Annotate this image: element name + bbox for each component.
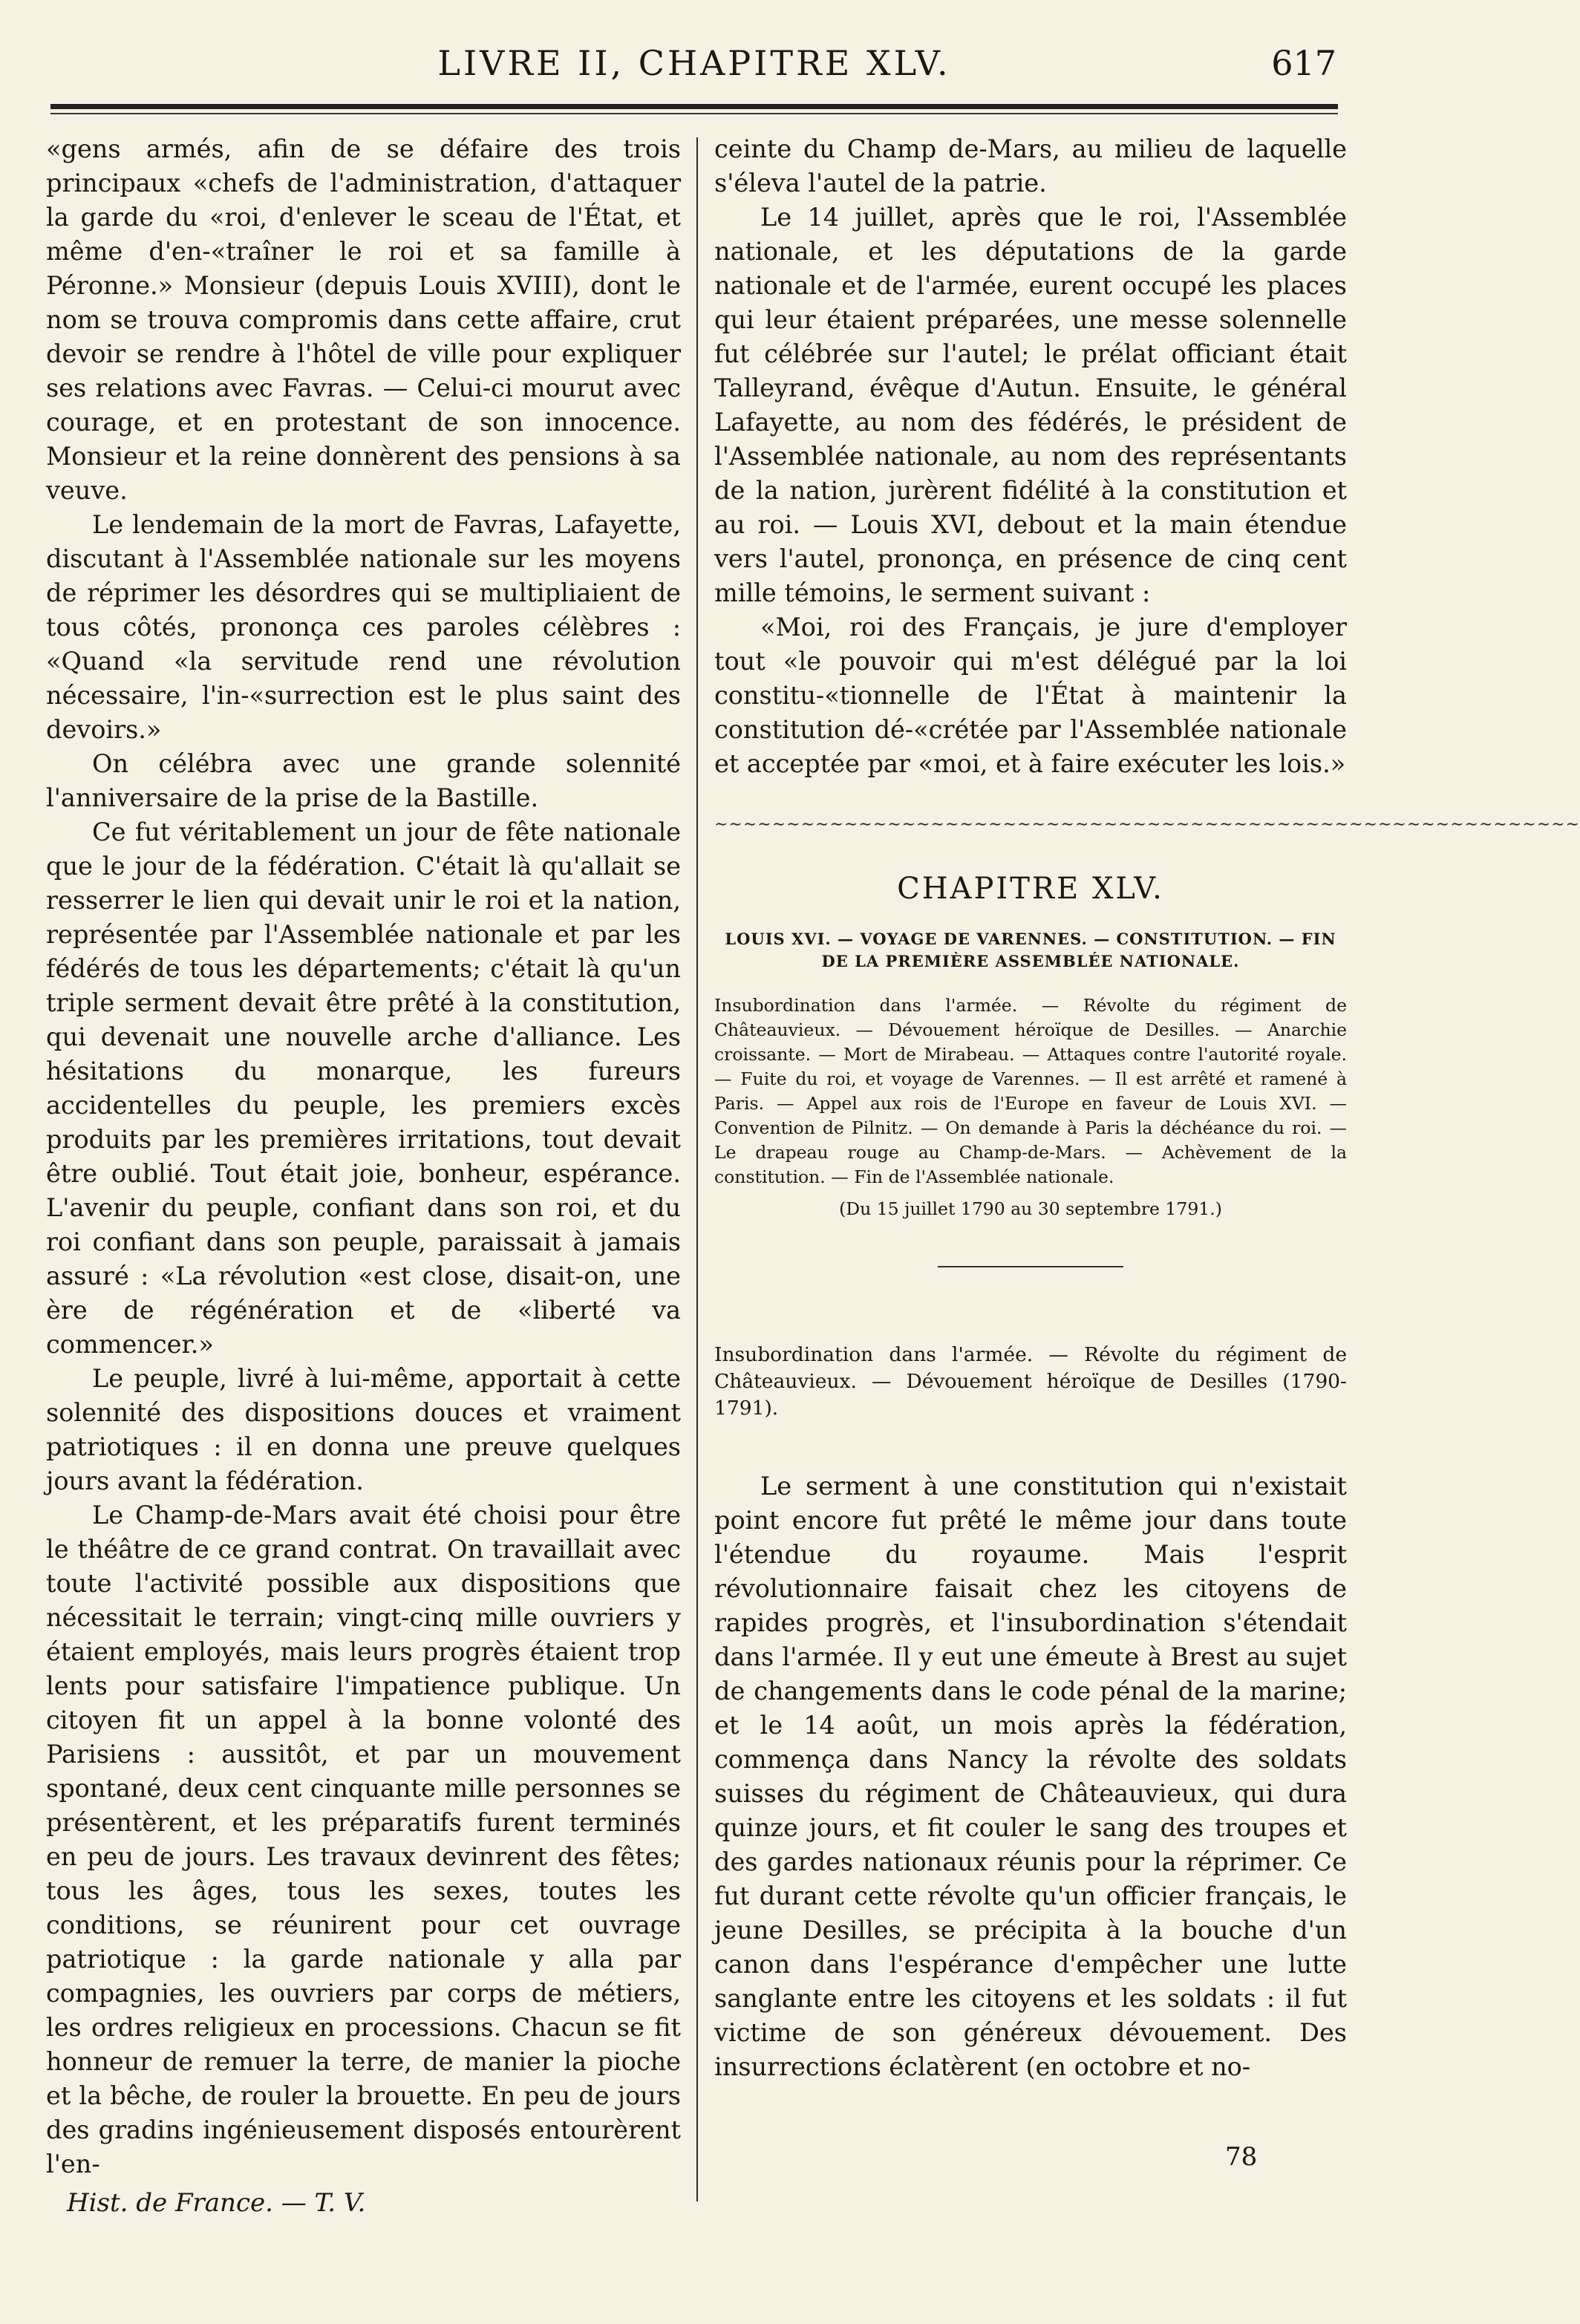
section-separator xyxy=(938,1266,1123,1267)
chapter-heading: LOUIS XVI. — VOYAGE DE VARENNES. — CONSTITUTION. — FIN DE LA PREMIÈRE ASSEMBLÉE NATIONALE. xyxy=(725,930,1336,970)
paragraph: Le 14 juillet, après que le roi, l'Assemblée nationale, et les députations de la garde nationale et de l'armée, eurent occupé les places qui leur étaient préparées, une messe solennelle fut célébrée sur l'autel; le prélat officiant était Talleyrand, évêque d'Autun. Ensuite, le général Lafayette, au nom des fédérés, le président de l'Assemblée nationale, au nom des représentants de la nation, jurèrent fidélité à la constitution et au roi. — Louis XVI, debout et la main étendue vers l'autel, prononça, en présence de cinq cent mille témoins, le serment suivant : xyxy=(714,203,1347,607)
left-column xyxy=(46,132,681,2220)
paragraph: On célébra avec une grande solennité l'anniversaire de la prise de la Bastille. xyxy=(46,749,681,812)
chapter-dates: (Du 15 juillet 1790 au 30 septembre 1791.) xyxy=(839,1198,1222,1219)
footer-source: Hist. de France. — T. V. xyxy=(67,2188,366,2218)
paragraph: Le Champ-de-Mars avait été choisi pour être le théâtre de ce grand contrat. On travaillait avec toute l'activité possible aux dispositions que nécessitait le terrain; vingt-cinq mille ouvriers y étaient employés, mais leurs progrès étaient trop lents pour satisfaire l'impatience publique. Un citoyen fit un appel à la bonne volonté des Parisiens : aussitôt, et par un mouvement spontané, deux cent cinquante mille personnes se présentèrent, et les préparatifs furent terminés en peu de jours. Les travaux devinrent des fêtes; tous les âges, tous les sexes, toutes les conditions, se réunirent pour cet ouvrage patriotique : la garde nationale y alla par compagnies, les ouvriers par corps de métiers, les ordres religieux en processions. Chacun se fit honneur de remuer la terre, de manier la pioche et la bêche, de rouler la brouette. En peu de jours des gradins ingénieusement disposés entourèrent l'en- xyxy=(46,1501,681,2178)
page-header xyxy=(52,43,1336,88)
paragraph: Le peuple, livré à lui-même, apportait à cette solennité des dispositions douces et vraiment patriotiques : il en donna une preuve quelques jours avant la fédération. xyxy=(46,1364,681,1495)
column-divider xyxy=(696,137,698,2201)
paragraph: «gens armés, afin de se défaire des trois principaux «chefs de l'administration, d'attaquer la garde du «roi, d'enlever le sceau de l'État, et même d'en-«traîner le roi et sa famille à Péronne.» Monsieur (depuis Louis XVIII), dont le nom se trouva compromis dans cette affaire, crut devoir se rendre à l'hôtel de ville pour expliquer ses relations avec Favras. — Celui-ci mourut avec courage, et en protestant de son innocence. Monsieur et la reine donnèrent des pensions à sa veuve. xyxy=(46,134,681,505)
ornament-divider: ∼∼∼∼∼∼∼∼∼∼∼∼∼∼∼∼∼∼∼∼∼∼∼∼∼∼∼∼∼∼∼∼∼∼∼∼∼∼∼∼∼∼∼∼∼∼∼∼∼∼∼∼∼∼∼∼∼∼∼∼ xyxy=(714,815,1580,834)
chapter-title: CHAPITRE XLV. xyxy=(897,872,1164,906)
section-subhead: Insubordination dans l'armée. — Révolte du régiment de Châteauvieux. — Dévouement héroïque de Desilles (1790-1791). xyxy=(714,1343,1347,1420)
right-column xyxy=(714,132,1580,2084)
paragraph: Le lendemain de la mort de Favras, Lafayette, discutant à l'Assemblée nationale sur les moyens de réprimer les désordres qui se multipliaient de tous côtés, prononça ces paroles célèbres : «Quand «la servitude rend une révolution nécessaire, l'in-«surrection est le plus saint des devoirs.» xyxy=(46,510,681,744)
oath-quote: «Moi, roi des Français, je jure d'employer tout «le pouvoir qui m'est délégué par la loi constitu-«tionnelle de l'État à maintenir la constitution dé-«crétée par l'Assemblée nationale et acceptée par «moi, et à faire exécuter les lois.» xyxy=(714,613,1347,778)
page-number: 617 xyxy=(1271,43,1336,83)
paragraph: Ce fut véritablement un jour de fête nationale que le jour de la fédération. C'était là qu'allait se resserrer le lien qui devait unir le roi et la nation, représentée par l'Assemblée nationale et par les fédérés de tous les départements; c'était là qu'un triple serment devait être prêté à la constitution, qui devenait une nouvelle arche d'alliance. Les hésitations du monarque, les fureurs accidentelles du peuple, les premiers excès produits par les premières irritations, tout devait être oublié. Tout était joie, bonheur, espérance. L'avenir du peuple, confiant dans son roi, et du roi confiant dans son peuple, paraissait à jamais assuré : «La révolution «est close, disait-on, une ère de régénération et de «liberté va commencer.» xyxy=(46,817,681,1359)
chapter-summary: Insubordination dans l'armée. — Révolte du régiment de Châteauvieux. — Dévouement héroïque de Desilles. — Anarchie croissante. — Mort de Mirabeau. — Attaques contre l'autorité royale. — Fuite du roi, et voyage de Varennes. — Il est arrêté et ramené à Paris. — Appel aux rois de l'Europe en faveur de Louis XVI. — Convention de Pilnitz. — On demande à Paris la déchéance du roi. — Le drapeau rouge au Champ-de-Mars. — Achèvement de la constitution. — Fin de l'Assemblée nationale. xyxy=(714,995,1347,1187)
header-rule-thick xyxy=(50,104,1338,109)
running-title: LIVRE II, CHAPITRE XLV. xyxy=(437,43,951,83)
paragraph: ceinte du Champ de-Mars, au milieu de laquelle s'éleva l'autel de la patrie. xyxy=(714,134,1347,198)
signature-folio: 78 xyxy=(1225,2142,1258,2172)
header-rule-thin xyxy=(50,113,1338,114)
paragraph: Le serment à une constitution qui n'existait point encore fut prêté le même jour dans toute l'étendue du royaume. Mais l'esprit révolutionnaire faisait chez les citoyens de rapides progrès, et l'insubordination s'étendait dans l'armée. Il y eut une émeute à Brest au sujet de changements dans le code pénal de la marine; et le 14 août, un mois après la fédération, commença dans Nancy la révolte des soldats suisses du régiment de Châteauvieux, qui dura quinze jours, et fit couler le sang des troupes et des gardes nationaux réunis pour la réprimer. Ce fut durant cette révolte qu'un officier français, le jeune Desilles, se précipita à la bouche d'un canon dans l'espérance d'empêcher une lutte sanglante entre les citoyens et les soldats : il fut victime de son généreux dévouement. Des insurrections éclatèrent (en octobre et no- xyxy=(714,1472,1347,2081)
